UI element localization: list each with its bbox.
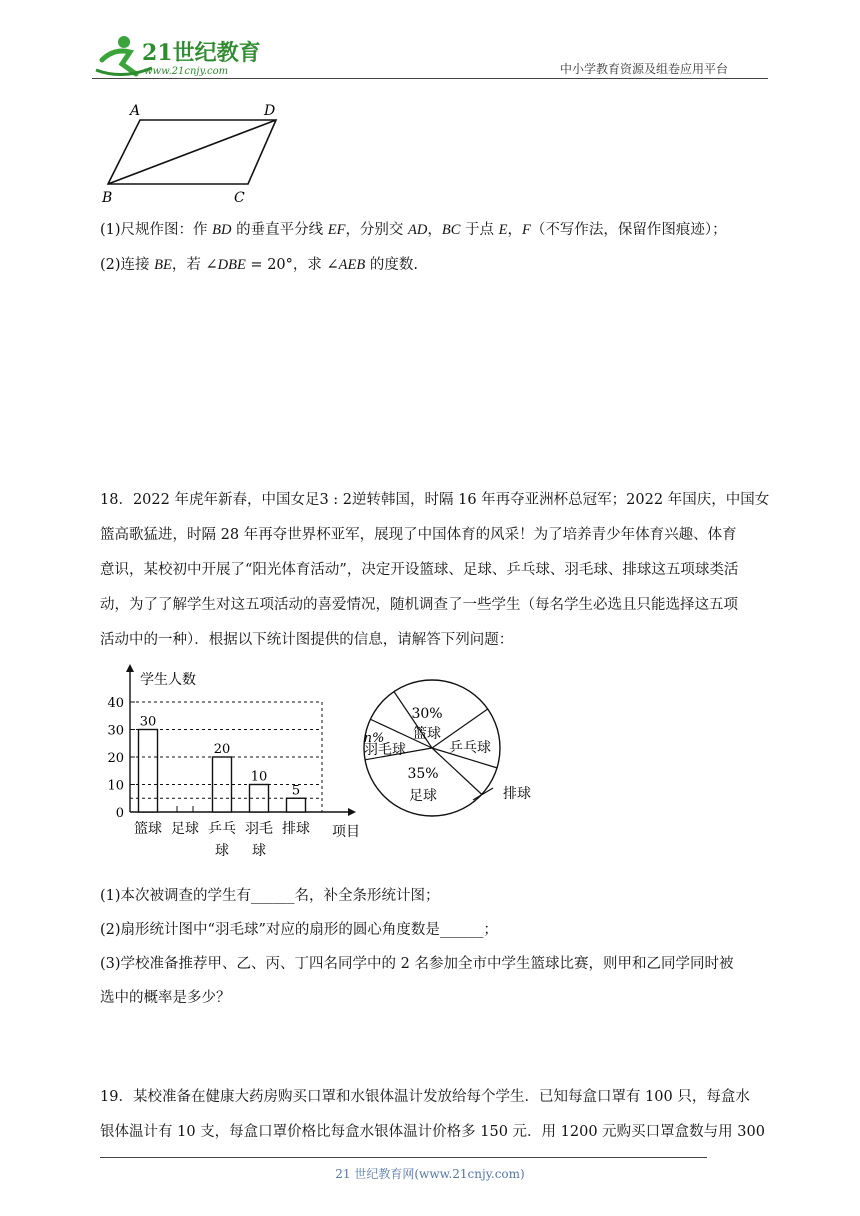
q18-line-5: 活动中的一种）．根据以下统计图提供的信息，请解答下列问题： <box>100 632 514 648</box>
x-tick-label: 排球 <box>282 821 310 837</box>
q18-question-1: (1)本次被调查的学生有______名，补全条形统计图； <box>100 888 440 904</box>
y-axis-label: 学生人数 <box>140 672 196 688</box>
platform-text: 中小学教育资源及组卷应用平台 <box>560 62 729 76</box>
q18-line-2: 篮高歌猛进，时隔 28 年再夺世界杯亚军，展现了中国体育的风采！为了培养青少年体育兴趣、体育 <box>100 527 737 543</box>
bar-5 <box>287 798 306 812</box>
bar-chart <box>100 660 365 860</box>
q19-line-1: 19．某校准备在健康大药房购买口罩和水银体温计发放给每个学生．已知每盒口罩有 100 只，每盒水 <box>100 1089 750 1105</box>
q17-part2: (2)连接 BE，若 ∠DBE = 20°，求 ∠AEB 的度数. <box>100 257 418 273</box>
q18-question-2: (2)扇形统计图中“羽毛球”对应的扇形的圆心角度数是______； <box>100 922 498 938</box>
slice-label-pingpong: 乒乓球 <box>449 740 491 756</box>
slice-pct-badminton: n% <box>363 731 385 746</box>
q18-line-1: 18．2022 年虎年新春，中国女足3 : 2逆转韩国，时隔 16 年再夺亚洲杯总冠军；2022 年国庆，中国女 <box>100 492 770 508</box>
slice-label-basketball: 篮球 <box>413 726 441 742</box>
runner-logo-icon <box>92 30 262 80</box>
parallelogram-figure <box>98 100 288 208</box>
q18-question-3-cont: 选中的概率是多少？ <box>100 990 231 1006</box>
x-axis-label: 项目 <box>332 824 360 840</box>
q17-part1: (1)尺规作图：作 BD 的垂直平分线 EF，分别交 AD，BC 于点 E，F（不写作法，保留作图痕迹）； <box>100 222 727 238</box>
x-tick-label: 乒乓 <box>208 821 236 837</box>
y-tick-label: 20 <box>107 751 124 766</box>
slice-pct-football: 35% <box>407 766 439 782</box>
slice-label-volleyball: 排球 <box>503 786 531 802</box>
data-label: 20 <box>213 742 231 757</box>
x-tick-label: 篮球 <box>134 821 162 837</box>
q18-line-4: 动，为了了解学生对这五项活动的喜爱情况，随机调查了一些学生（每名学生必选且只能选择这五项 <box>100 597 738 613</box>
x-tick-label: 球 <box>252 843 266 859</box>
q18-question-3: (3)学校准备推荐甲、乙、丙、丁四名同学中的 2 名参加全市中学生篮球比赛，则甲和乙同学同时被 <box>100 956 734 972</box>
x-tick-label: 球 <box>215 843 229 859</box>
label-D: D <box>264 103 276 119</box>
logo-title: 21世纪教育 <box>142 40 261 66</box>
y-tick-label: 30 <box>107 723 124 739</box>
y-axis-arrow-icon <box>126 664 134 672</box>
data-label: 30 <box>139 714 157 730</box>
slice-pct-basketball: 30% <box>411 706 443 722</box>
site-logo <box>92 30 262 80</box>
footer-text: 21 世纪教育网(www.21cnjy.com) <box>335 1167 525 1181</box>
label-A: A <box>130 103 141 119</box>
x-tick-label: 羽毛 <box>245 821 273 837</box>
q18-line-3: 意识，某校初中开展了“阳光体育活动”，决定开设篮球、足球、乒乓球、羽毛球、排球这五项球类活 <box>100 562 739 578</box>
logo-url: www.21cnjy.com <box>144 66 229 77</box>
label-C: C <box>234 190 245 206</box>
y-tick-label: 0 <box>115 806 124 821</box>
data-label: 10 <box>250 769 268 785</box>
y-tick-label: 40 <box>107 696 124 711</box>
x-tick-label: 足球 <box>171 821 199 837</box>
q19-line-2: 银体温计有 10 支，每盒口罩价格比每盒水银体温计价格多 150 元．用 1200 元购买口罩盒数与用 300 <box>100 1124 765 1140</box>
slice-label-football: 足球 <box>409 788 437 804</box>
pie-chart <box>355 660 555 840</box>
slice-label-badminton: 羽毛球 <box>364 742 406 758</box>
data-label: 5 <box>291 783 301 799</box>
footer-divider <box>100 1157 707 1158</box>
y-tick-label: 10 <box>107 778 124 794</box>
header-divider <box>92 78 768 79</box>
bar-1 <box>139 730 158 813</box>
label-B: B <box>102 190 113 206</box>
